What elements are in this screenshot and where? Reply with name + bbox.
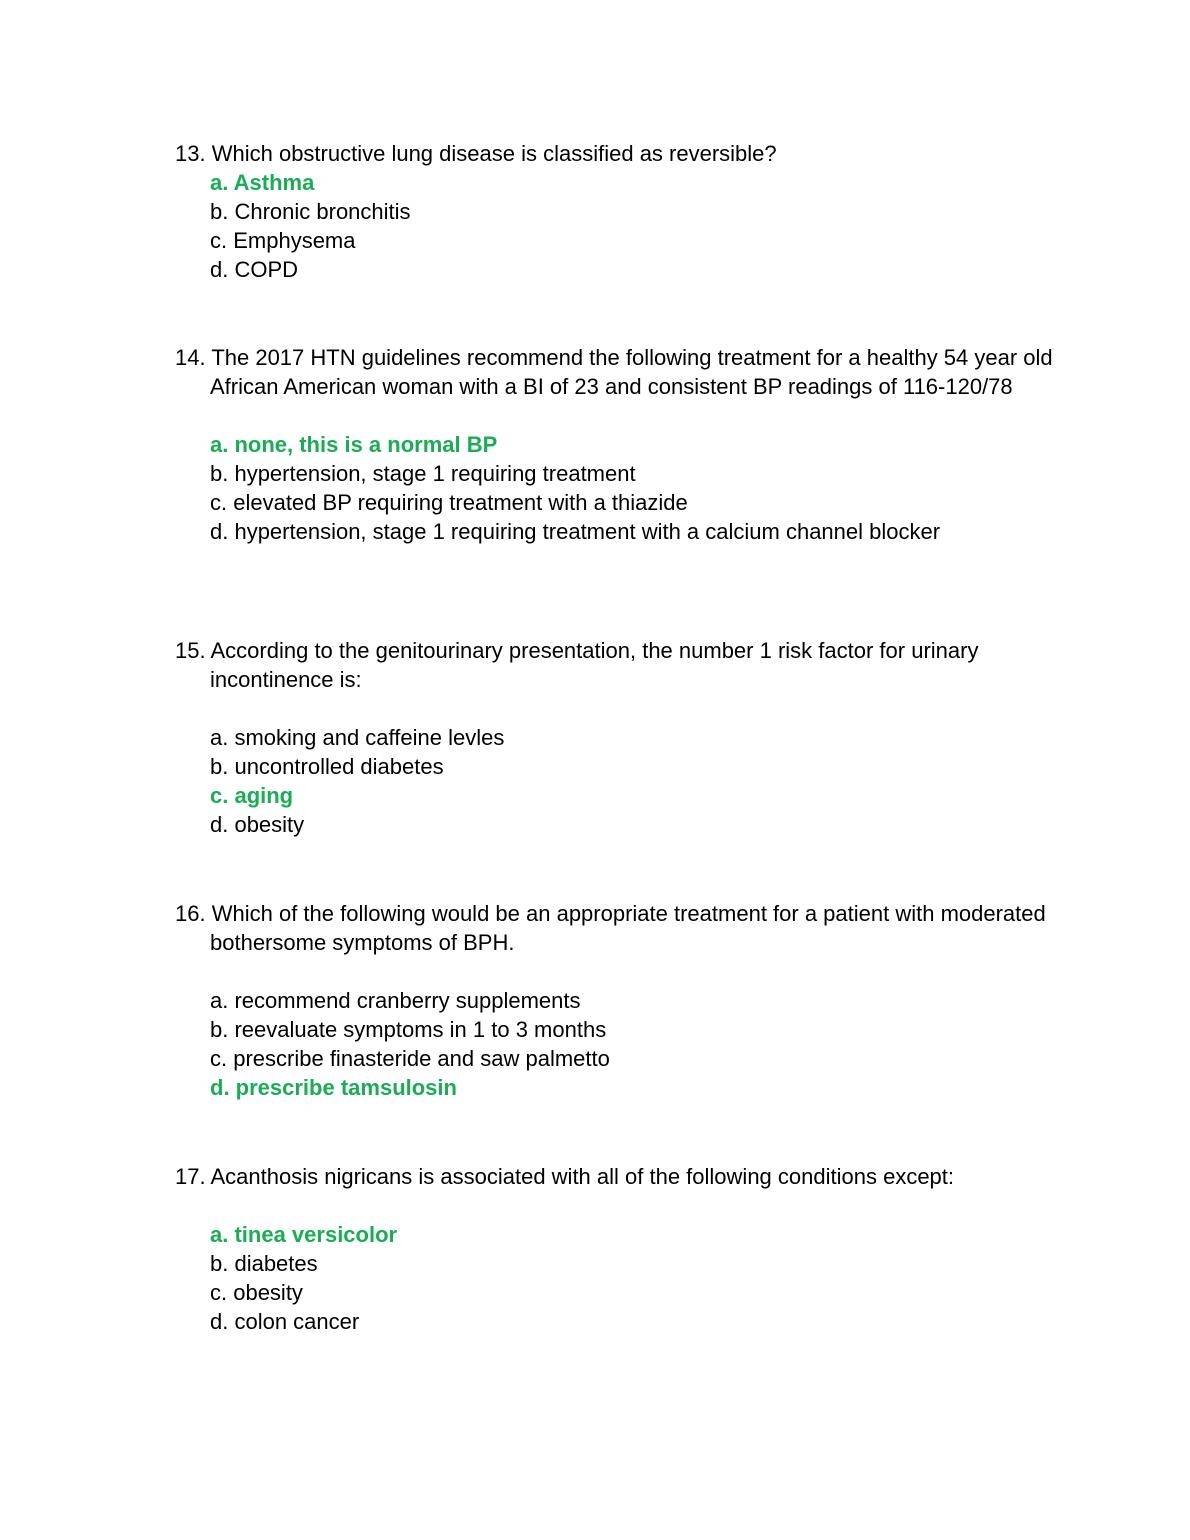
- question-15: [175, 636, 1055, 839]
- answer-option: c. Emphysema: [210, 228, 356, 253]
- answer-option: d. obesity: [210, 812, 305, 837]
- answer-option-correct: a. tinea versicolor: [210, 1222, 398, 1247]
- question-text: Acanthosis nigricans is associated with all of the following conditions except:: [210, 1164, 955, 1189]
- answer-option-correct: a. none, this is a normal BP: [210, 432, 498, 457]
- question-text: Which obstructive lung disease is classified as reversible?: [211, 141, 777, 166]
- question-text: The 2017 HTN guidelines recommend the following treatment for a healthy 54 year old African American woman with a BI of 23 and consistent BP readings of 116-120/78: [210, 345, 1053, 399]
- answer-option: c. elevated BP requiring treatment with a thiazide: [210, 490, 688, 515]
- answer-option: d. hypertension, stage 1 requiring treatment with a calcium channel blocker: [210, 519, 941, 544]
- answer-option-correct: c. aging: [210, 783, 294, 808]
- question-13: [175, 139, 1055, 284]
- question-number: 14.: [175, 345, 206, 370]
- question-16: [175, 899, 1055, 1102]
- answer-options: [175, 986, 1055, 1102]
- question-stem: [175, 899, 1055, 957]
- answer-option: b. uncontrolled diabetes: [210, 754, 444, 779]
- answer-option: d. colon cancer: [210, 1309, 360, 1334]
- answer-option-correct: d. prescribe tamsulosin: [210, 1075, 457, 1100]
- answer-options: [175, 168, 1055, 284]
- question-number: 13.: [175, 141, 206, 166]
- answer-option: b. reevaluate symptoms in 1 to 3 months: [210, 1017, 607, 1042]
- question-17: [175, 1162, 1055, 1336]
- question-text: Which of the following would be an appropriate treatment for a patient with moderated bothersome symptoms of BPH.: [210, 901, 1046, 955]
- answer-option: b. Chronic bronchitis: [210, 199, 411, 224]
- question-stem: [175, 1162, 1055, 1191]
- question-stem: [175, 636, 1055, 694]
- question-text: According to the genitourinary presentation, the number 1 risk factor for urinary incontinence is:: [210, 638, 979, 692]
- answer-option: b. diabetes: [210, 1251, 318, 1276]
- question-14: [175, 343, 1055, 546]
- question-stem: [175, 139, 1055, 168]
- answer-option: c. prescribe finasteride and saw palmetto: [210, 1046, 610, 1071]
- question-number: 17.: [175, 1164, 206, 1189]
- answer-option: a. smoking and caffeine levles: [210, 725, 505, 750]
- question-number: 15.: [175, 638, 206, 663]
- question-number: 16.: [175, 901, 206, 926]
- answer-option-correct: a. Asthma: [210, 170, 315, 195]
- answer-option: b. hypertension, stage 1 requiring treatment: [210, 461, 636, 486]
- answer-options: [175, 723, 1055, 839]
- answer-option: d. COPD: [210, 257, 299, 282]
- question-stem: [175, 343, 1055, 401]
- answer-option: a. recommend cranberry supplements: [210, 988, 581, 1013]
- answer-options: [175, 430, 1055, 546]
- answer-options: [175, 1220, 1055, 1336]
- answer-option: c. obesity: [210, 1280, 303, 1305]
